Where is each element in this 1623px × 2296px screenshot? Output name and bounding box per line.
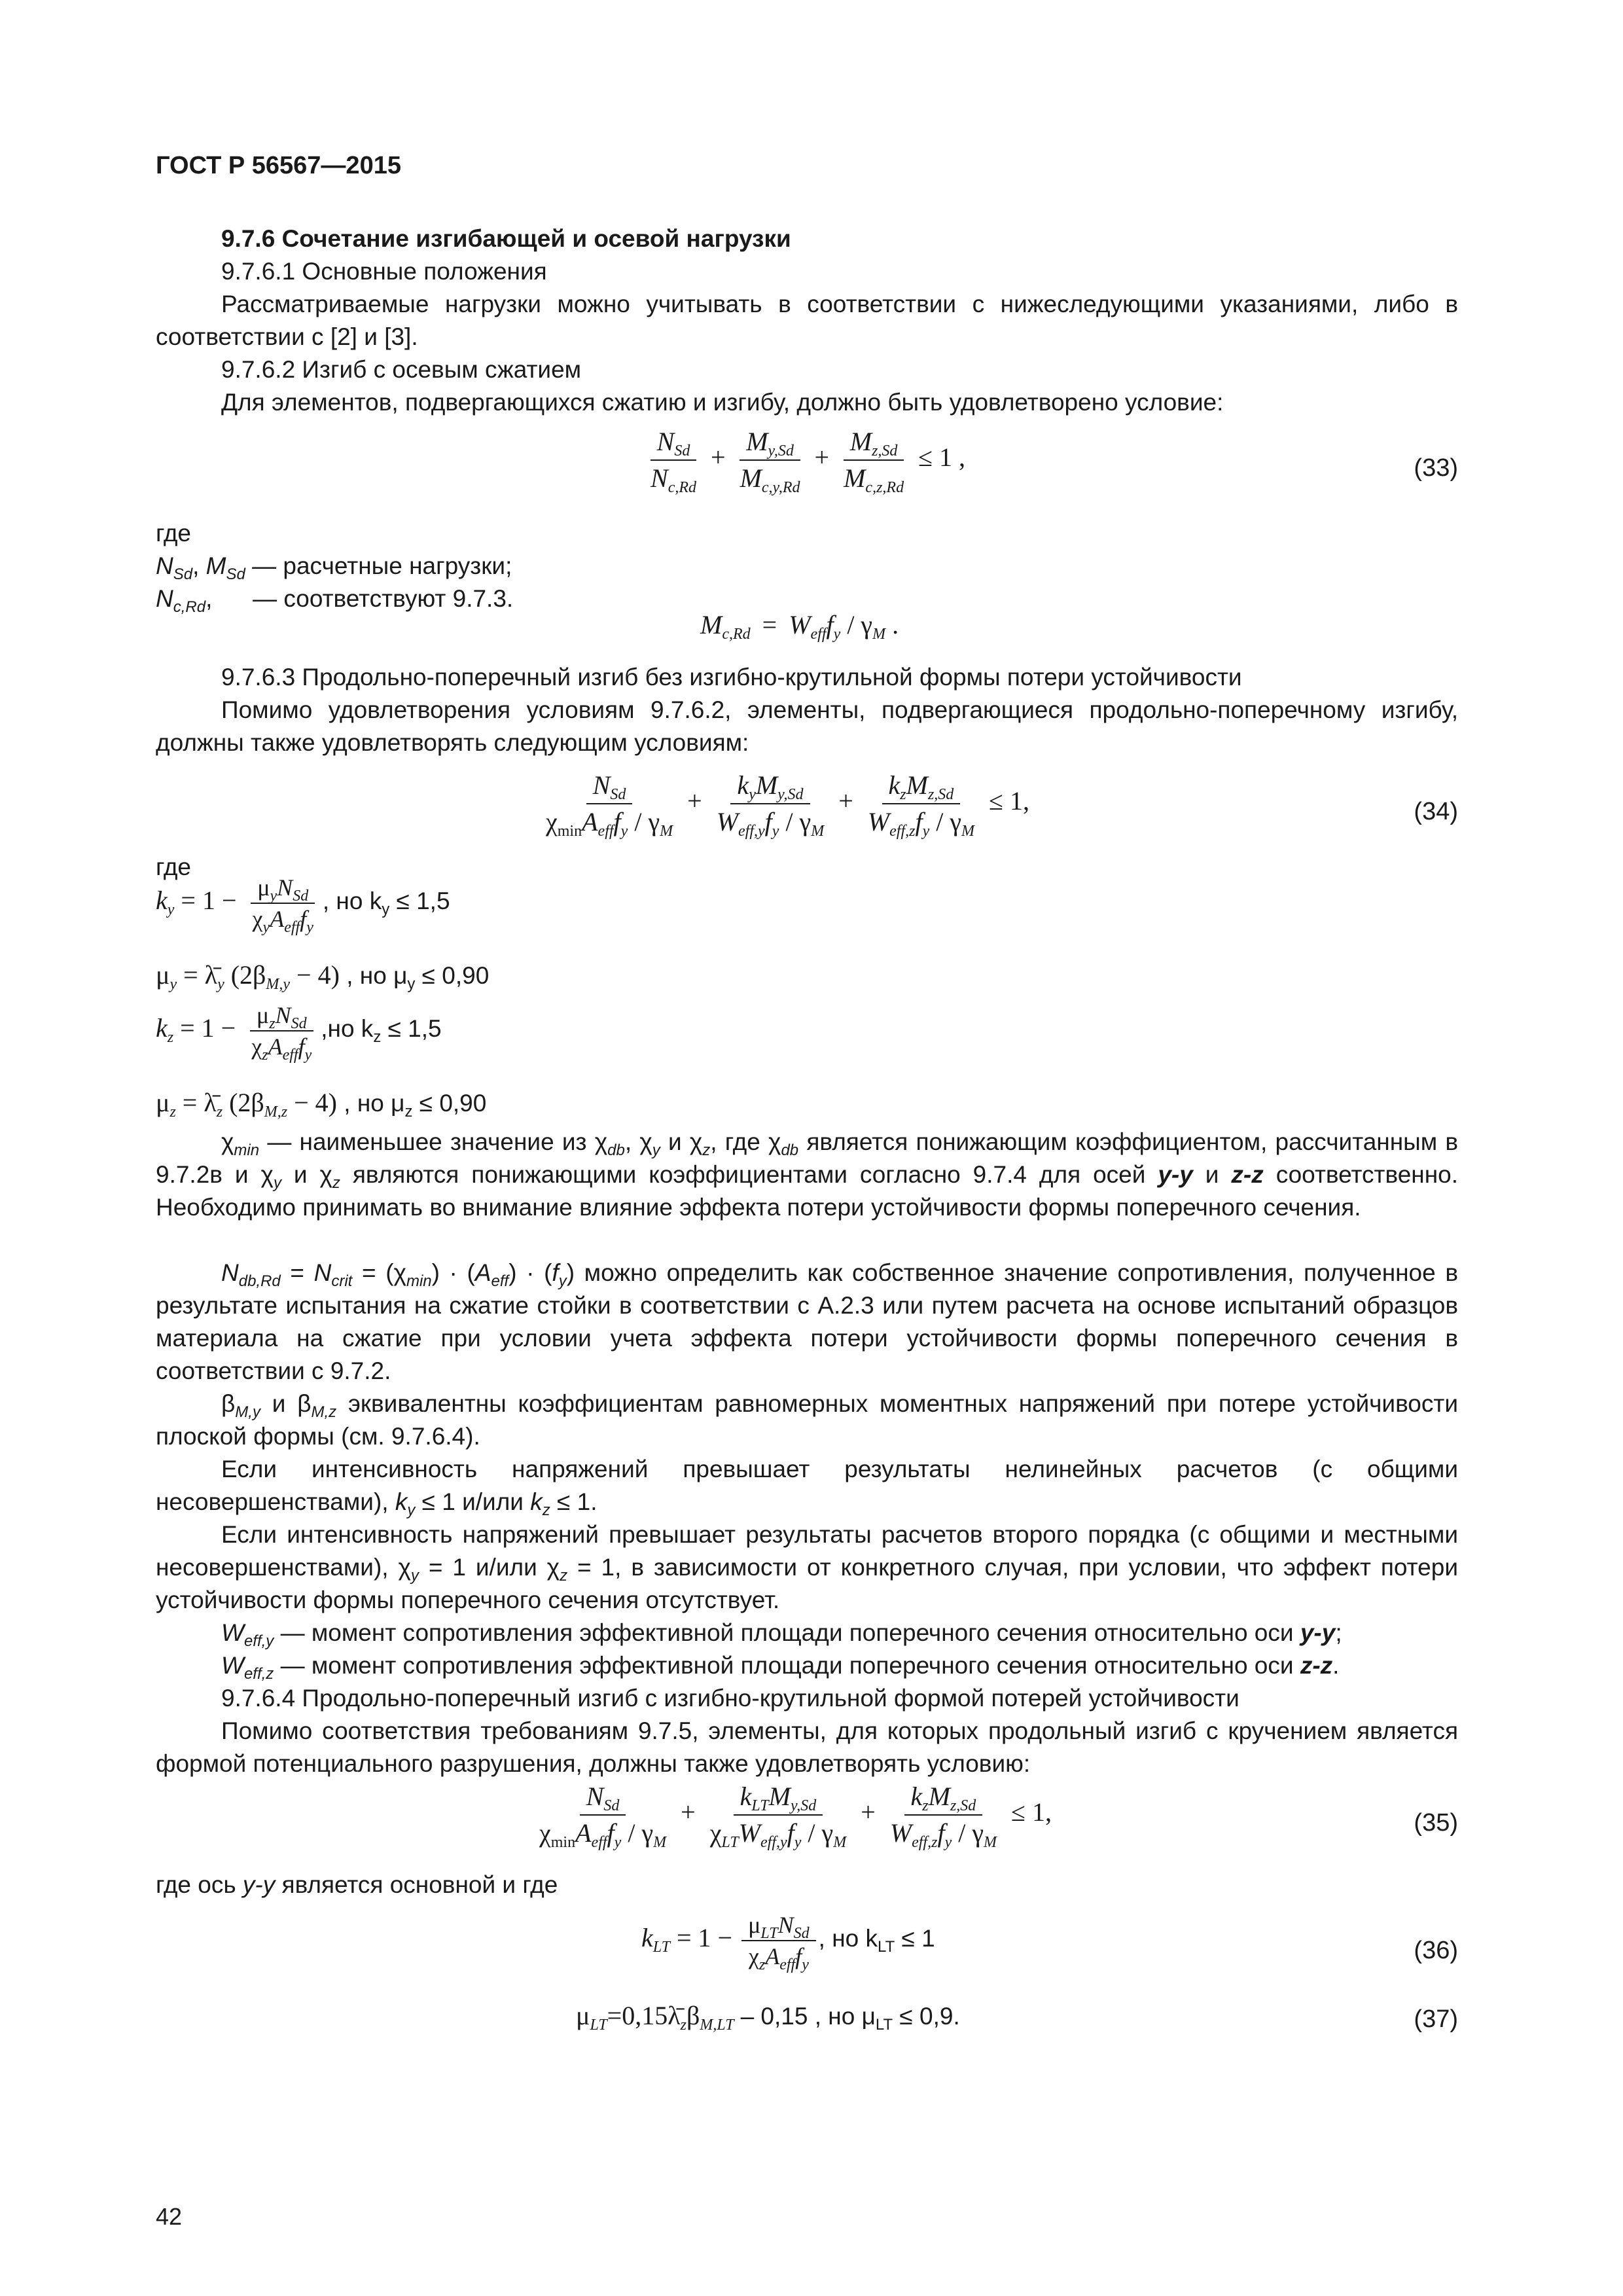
equation-ky: $k_y = 1$ − $\frac{\mu_yN_{Sd}}{\chi_yA_{eff}f_y}$ , но $k_y \le 1,5$	[156, 874, 450, 936]
equation-muy: $\mu_y$ = $\lambdā_y$ $(2\beta_{M,y} - 4)$ , но $\mu_y \le 0,90$	[156, 960, 490, 993]
muy-limit: ≤ 0,90	[421, 962, 490, 989]
equation-number-35: (35)	[1414, 1809, 1458, 1837]
paragraph-9763: Помимо удовлетворения условиям 9.7.6.2, элементы, подвергающиеся продольно-поперечному изгибу, должны также удовлетворять следующим условиям:	[156, 696, 1458, 756]
mult-tail: – 0,15 , но	[740, 2003, 855, 2030]
equation-37: $\mu_{LT}=0,15\lambdā_z\beta_{M,LT} - 0,15$ , но $\mu_{LT} \le 0,9$.	[576, 2001, 960, 2034]
subsection-title-9762: 9.7.6.2 Изгиб с осевым сжатием	[221, 356, 582, 383]
subsection-title-9761: 9.7.6.1 Основные положения	[221, 258, 547, 285]
kz-condition: ,но k	[321, 1015, 374, 1043]
where-label-2: где	[156, 853, 192, 880]
paragraph-beta: $\beta_{M,y}$ и $\beta_{M,z}$ эквивалентны коэффициентам равномерных моментных напряжений при потере устойчивости плоской формы (см. 9.7.6.4).	[156, 1390, 1458, 1450]
page-number: 42	[156, 2203, 183, 2230]
paragraph-ndb: $N_{db,Rd} = N_{crit} = (\chi_{min}) \cdot (A_{eff}) \cdot (f_y)$ можно определить как собственное значение сопротивления, полученное в результате испытания на сжатие стойки в соответствии с А.2.3 или путем расчета на основе испытаний образцов материала на сжатие при условии учета эффекта потери устойчивости формы поперечного сечения в соответствии с 9.7.2.	[156, 1259, 1458, 1384]
equation-35: $\frac{N_{Sd}}{\chi_{min}A_{eff}f_y / \gamma_M}$ + $\frac{k_{LT}M_{y,Sd}}{\chi_{LT}W_{eff,y}f_y / \gamma_M}$ + $\frac{k_zM_{z,Sd}}{W_{eff,z}f_y / \gamma_M}$ ≤ 1,	[539, 1782, 1052, 1851]
kz-limit: ≤ 1,5	[387, 1015, 442, 1043]
klt-condition: , но k	[818, 1925, 878, 1952]
definition-ncrd: $N_{c,Rd}$, — соответствуют 9.7.3.	[156, 585, 514, 616]
equation-kz: $k_z = 1$ − $\frac{\mu_zN_{Sd}}{\chi_zA_{eff}f_y}$ ,но $k_z \le 1,5$	[156, 1002, 442, 1064]
subsection-title-9764: 9.7.6.4 Продольно-поперечный изгиб с изгибно-крутильной формой потерей устойчивости	[221, 1685, 1240, 1712]
section-title-976: 9.7.6 Сочетание изгибающей и осевой нагрузки	[221, 225, 791, 252]
klt-limit: ≤ 1	[901, 1925, 935, 1952]
where-label: где	[156, 520, 192, 547]
standard-header: ГОСТ Р 56567—2015	[156, 152, 401, 179]
equation-muz: $\mu_z$ = $\lambdā_z$ $(2\beta_{M,z} - 4)$ , но $\mu_z \le 0,90$	[156, 1088, 487, 1121]
equation-36: $k_{LT} = 1$ − $\frac{\mu_{LT}N_{Sd}}{\chi_zA_{eff}f_y}$ , но $k_{LT} \le 1$	[641, 1912, 935, 1973]
paragraph-axis: где ось y-y является основной и где	[156, 1871, 558, 1898]
mult-limit: ≤ 0,9.	[899, 2003, 960, 2030]
equation-mcrd: $M_{c,Rd} = W_{eff}f_y / \gamma_M$ .	[700, 610, 899, 643]
subsection-title-9763: 9.7.6.3 Продольно-поперечный изгиб без изгибно-крутильной формы потери устойчивости	[221, 664, 1242, 691]
equation-number-34: (34)	[1414, 798, 1458, 825]
equation-number-36: (36)	[1414, 1937, 1458, 1964]
ky-condition: , но k	[322, 888, 382, 915]
definition-ncrd-text: — соответствуют 9.7.3.	[253, 585, 514, 612]
paragraph-9761: Рассматриваемые нагрузки можно учитывать в соответствии с нижеследующими указаниями, либо в соответствии с [2] и [3].	[156, 291, 1458, 350]
equation-number-33: (33)	[1414, 454, 1458, 482]
paragraph-9764: Помимо соответствия требованиям 9.7.5, элементы, для которых продольный изгиб с кручением является формой потенциального разрушения, должны также удовлетворять условию:	[156, 1717, 1458, 1777]
paragraph-chimin: $\chi_{min}$ — наименьшее значение из $\chi_{db}$, $\chi_y$ и $\chi_z$, где $\chi_{db}$ является понижающим коэффициентом, рассчитанным в 9.7.2в и $\chi_y$ и $\chi_z$ являются понижающими коэффициентами согласно 9.7.4 для осей y-y и z-z соответственно. Необходимо принимать во внимание влияние эффекта потери устойчивости формы поперечного сечения.	[156, 1128, 1459, 1221]
equation-33: $\frac{N_{Sd}}{N_{c,Rd}}$ + $\frac{M_{y,Sd}}{M_{c,y,Rd}}$ + $\frac{M_{z,Sd}}{M_{c,z,Rd}}$ ≤ 1 ,	[651, 427, 966, 496]
paragraph-9762: Для элементов, подвергающихся сжатию и изгибу, должно быть удовлетворено условие:	[221, 389, 1224, 416]
muz-limit: ≤ 0,90	[419, 1090, 487, 1117]
equation-number-37: (37)	[1414, 2005, 1458, 2033]
definition-nsd: $N_{Sd}$, $M_{Sd}$ — расчетные нагрузки;	[156, 552, 512, 583]
mult-value: =0,15	[607, 2001, 668, 2030]
paragraph-weffz: $W_{eff,z}$ — момент сопротивления эффективной площади поперечного сечения относительно оси z-z.	[221, 1652, 1340, 1683]
ky-limit: ≤ 1,5	[396, 888, 450, 915]
paragraph-intensity-1: Если интенсивность напряжений превышает результаты нелинейных расчетов (с общими несовершенствами), $k_y \le 1$ и/или $k_z \le 1$.	[156, 1456, 1458, 1519]
definition-nsd-text: — расчетные нагрузки;	[252, 552, 512, 579]
paragraph-weffy: $W_{eff,y}$ — момент сопротивления эффективной площади поперечного сечения относительно оси y-y;	[221, 1619, 1342, 1650]
equation-34: $\frac{N_{Sd}}{\chi_{min}A_{eff}f_y / \gamma_M}$ + $\frac{k_yM_{y,Sd}}{W_{eff,y}f_y / \gamma_M}$ + $\frac{k_zM_{z,Sd}}{W_{eff,z}f_y / \gamma_M}$ ≤ 1,	[546, 770, 1029, 840]
paragraph-intensity-2: Если интенсивность напряжений превышает результаты расчетов второго порядка (с общими и местными несовершенствами), $\chi_y = 1$ и/или $\chi_z = 1$, в зависимости от конкретного случая, при условии, что эффект потери устойчивости формы поперечного сечения отсутствует.	[156, 1521, 1458, 1613]
